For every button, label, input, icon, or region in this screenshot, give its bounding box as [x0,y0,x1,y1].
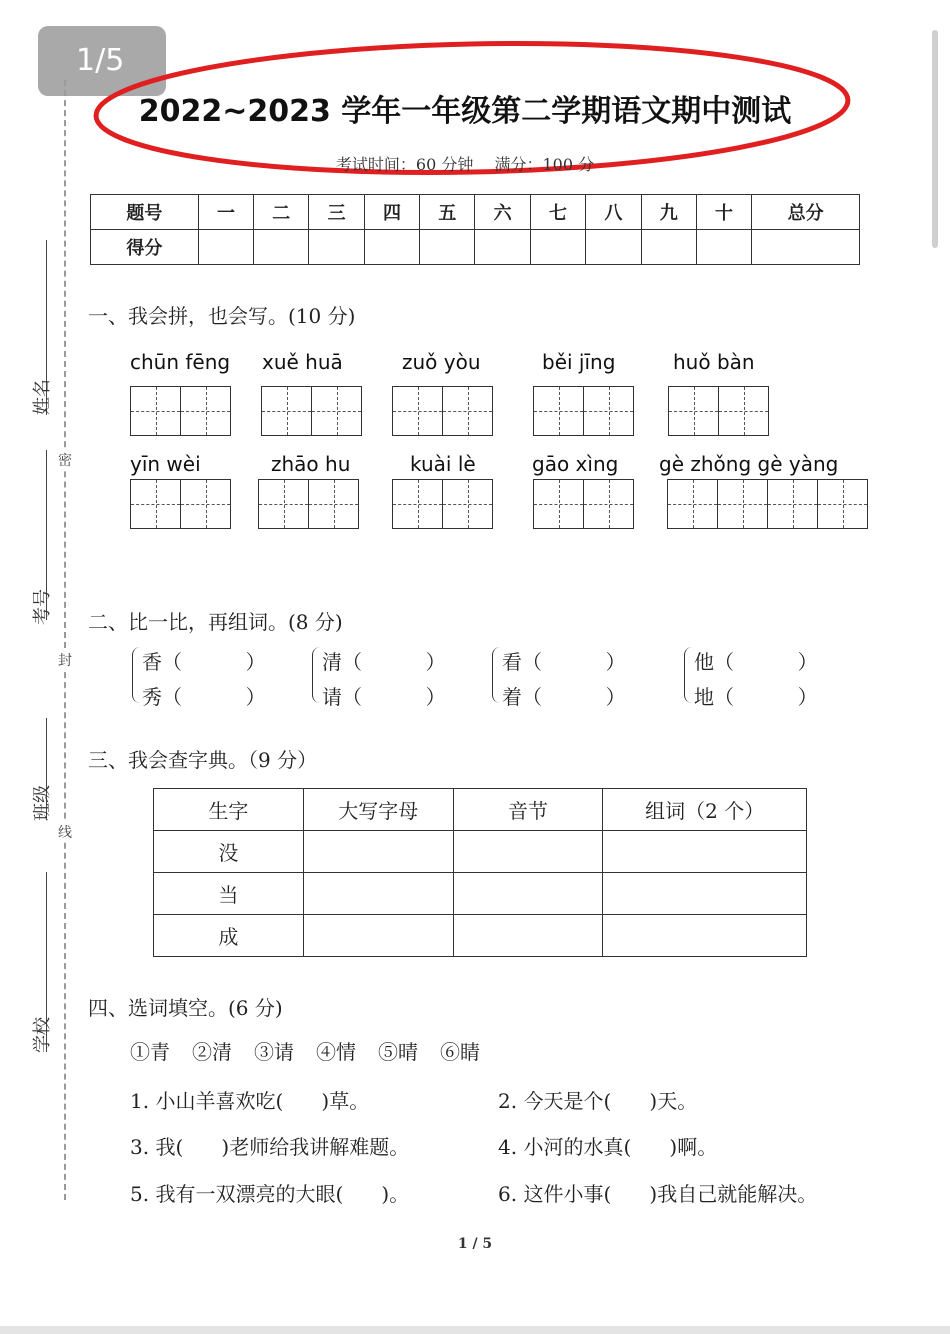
score-table-header-cell: 四 [364,195,419,230]
class-label: 班级 [32,785,53,821]
pinyin-label: yīn wèi [130,452,201,476]
score-table-header-cell: 二 [254,195,309,230]
score-input-cell[interactable] [475,230,530,265]
grid-cell[interactable] [131,480,181,528]
dictionary-answer-cell[interactable] [303,915,453,957]
compare-word-blank[interactable]: 请（ ） [322,685,446,709]
dictionary-row [154,831,807,873]
compare-word-blank[interactable]: 着（ ） [502,685,626,709]
pinyin-label: gāo xìng [532,452,619,476]
seal-char-feng: 封 [58,650,72,670]
page-title: 2022~2023 学年一年级第二学期语文期中测试 [138,94,792,129]
writing-grid[interactable] [392,479,493,529]
dictionary-answer-cell[interactable] [303,831,453,873]
scrollbar-thumb[interactable] [932,30,938,248]
seal-char-xian: 线 [58,822,72,842]
score-input-cell[interactable] [420,230,475,265]
writing-grid[interactable] [392,386,493,436]
score-input-cell[interactable] [364,230,419,265]
pinyin-label: zuǒ yòu [402,350,481,374]
grid-cell[interactable] [584,480,633,528]
score-table-header-cell: 题号 [91,195,199,230]
grid-cell[interactable] [181,480,230,528]
grid-cell[interactable] [262,387,312,435]
section3-title: 三、我会查字典。（9 分） [88,748,318,772]
writing-grid[interactable] [261,386,362,436]
pinyin-label: chūn fēng [130,350,231,374]
dictionary-row [154,873,807,915]
compare-pair [502,645,626,715]
grid-cell[interactable] [393,387,443,435]
score-row-label: 得分 [91,230,199,265]
fill-in-question[interactable]: 5. 我有一双漂亮的大眼( )。 [130,1182,410,1206]
binding-dashed-line [64,80,66,1200]
score-table-header-cell: 七 [530,195,585,230]
score-table [90,194,860,265]
grid-cell[interactable] [718,480,768,528]
score-table-header-cell: 五 [420,195,475,230]
dictionary-char-cell: 没 [154,831,304,873]
score-table-header-cell: 九 [641,195,696,230]
compare-word-blank[interactable]: 香（ ） [142,650,266,674]
dictionary-char-cell: 当 [154,873,304,915]
compare-pair [694,645,818,715]
score-input-cell[interactable] [696,230,751,265]
word-options [130,1036,502,1065]
grid-cell[interactable] [443,480,492,528]
score-input-cell[interactable] [530,230,585,265]
score-input-cell[interactable] [586,230,641,265]
writing-grid[interactable] [130,479,231,529]
pinyin-label: xuě huā [262,350,343,374]
dictionary-row [154,915,807,957]
pinyin-label: kuài lè [410,452,476,476]
word-option: ④情 [316,1040,356,1064]
writing-grid[interactable] [258,479,359,529]
section4-title: 四、选词填空。(6 分) [88,996,283,1020]
grid-cell[interactable] [181,387,230,435]
score-table-header-cell: 八 [586,195,641,230]
grid-cell[interactable] [312,387,361,435]
compare-pair [142,645,266,715]
word-option: ③请 [254,1040,294,1064]
compare-word-blank[interactable]: 他（ ） [694,650,818,674]
dictionary-char-cell: 成 [154,915,304,957]
grid-cell[interactable] [443,387,492,435]
pinyin-label: běi jīng [542,350,616,374]
compare-word-blank[interactable]: 看（ ） [502,650,626,674]
writing-grid[interactable] [668,386,769,436]
page-number-footer: 1 / 5 [457,1236,493,1252]
dictionary-answer-cell[interactable] [453,873,603,915]
writing-grid[interactable] [533,479,634,529]
dictionary-header-cell: 组词（2 个） [603,789,807,831]
exam-info [0,152,930,175]
compare-word-blank[interactable]: 清（ ） [322,650,446,674]
score-table-header-cell: 总分 [752,195,860,230]
score-input-cell[interactable] [309,230,364,265]
score-table-header-cell: 十 [696,195,751,230]
word-option: ①青 [130,1040,170,1064]
dictionary-answer-cell[interactable] [453,831,603,873]
score-table-score-row [91,230,860,265]
grid-cell[interactable] [259,480,309,528]
section1-title: 一、我会拼，也会写。(10 分) [88,304,356,328]
writing-grid[interactable] [667,479,868,529]
writing-grid[interactable] [533,386,634,436]
grid-cell[interactable] [768,480,818,528]
dictionary-answer-cell[interactable] [453,915,603,957]
word-option: ②清 [192,1040,232,1064]
fill-in-question[interactable]: 1. 小山羊喜欢吃( )草。 [130,1089,370,1113]
dictionary-answer-cell[interactable] [303,873,453,915]
score-input-cell[interactable] [254,230,309,265]
grid-cell[interactable] [719,387,768,435]
pinyin-label: gè zhǒng gè yàng [659,452,839,476]
bottom-bar [0,1326,950,1334]
dictionary-answer-cell[interactable] [603,873,807,915]
score-table-header-row [91,195,860,230]
dictionary-table [153,788,807,957]
fill-in-question[interactable]: 3. 我( )老师给我讲解难题。 [130,1135,410,1159]
writing-grid[interactable] [130,386,231,436]
fill-in-question[interactable]: 4. 小河的水真( )啊。 [498,1135,718,1159]
brace-icon [492,647,501,703]
score-table-header-cell: 一 [198,195,253,230]
score-table-header-cell: 三 [309,195,364,230]
word-option: ⑤晴 [378,1040,418,1064]
brace-icon [132,647,141,703]
compare-word-blank[interactable]: 地（ ） [694,685,818,709]
brace-icon [684,647,693,703]
full-score: 满分：100 分 [494,155,595,174]
grid-cell[interactable] [534,480,584,528]
dictionary-header-cell: 大写字母 [303,789,453,831]
grid-cell[interactable] [584,387,633,435]
pinyin-label: zhāo hu [271,452,351,476]
dictionary-header-cell: 音节 [453,789,603,831]
fill-in-question[interactable]: 2. 今天是个( )天。 [498,1089,698,1113]
grid-cell[interactable] [669,387,719,435]
grid-cell[interactable] [309,480,358,528]
page-indicator: 1/5 [38,26,166,96]
pinyin-label: huǒ bàn [673,350,755,374]
exam-time: 考试时间：60 分钟 [335,155,474,174]
dictionary-table-header [154,789,807,831]
compare-pair [322,645,446,715]
dictionary-answer-cell[interactable] [603,831,807,873]
school-label: 学校 [32,1017,53,1053]
word-option: ⑥睛 [440,1040,480,1064]
section2-title: 二、比一比，再组词。(8 分) [88,610,343,634]
grid-cell[interactable] [131,387,181,435]
score-input-cell[interactable] [752,230,860,265]
dictionary-answer-cell[interactable] [603,915,807,957]
compare-word-blank[interactable]: 秀（ ） [142,685,266,709]
fill-in-question[interactable]: 6. 这件小事( )我自己就能解决。 [498,1182,818,1206]
exam-number-label: 考号 [32,589,53,625]
grid-cell[interactable] [534,387,584,435]
dictionary-header-cell: 生字 [154,789,304,831]
name-label: 姓名 [32,379,53,415]
seal-char-mi: 密 [58,450,72,470]
score-table-header-cell: 六 [475,195,530,230]
score-input-cell[interactable] [641,230,696,265]
score-input-cell[interactable] [198,230,253,265]
grid-cell[interactable] [818,480,867,528]
grid-cell[interactable] [393,480,443,528]
brace-icon [312,647,321,703]
grid-cell[interactable] [668,480,718,528]
